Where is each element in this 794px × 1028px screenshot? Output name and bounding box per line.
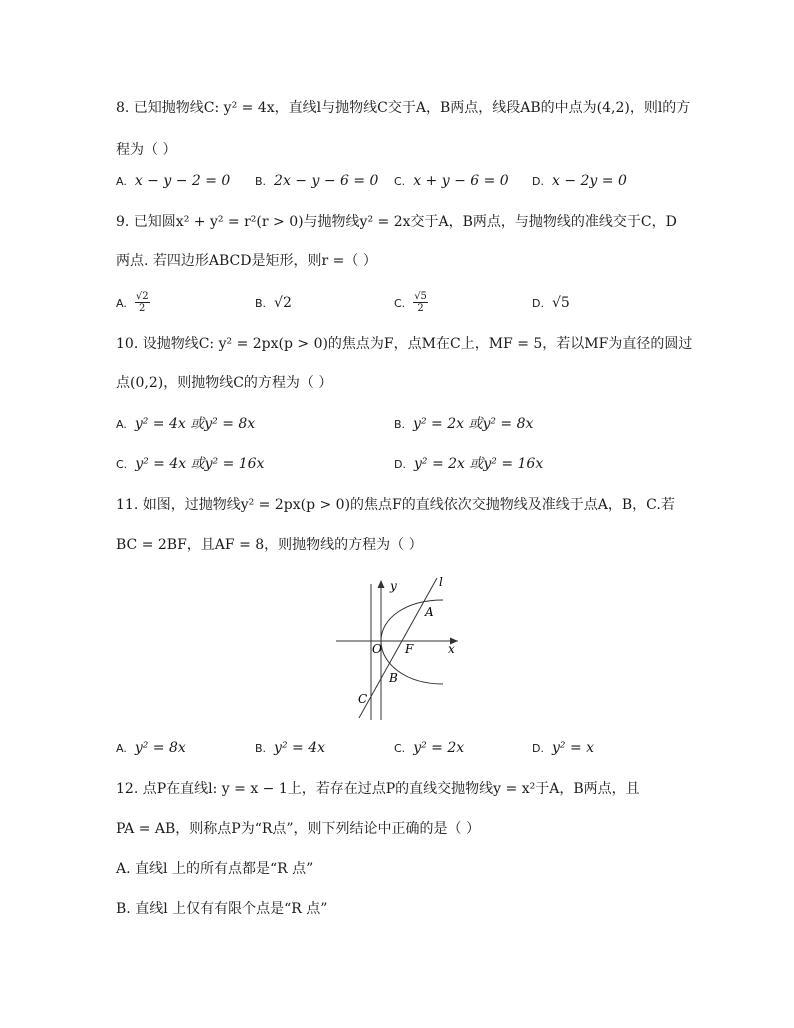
q9-stem-line2: 两点. 若四边形ABCD是矩形，则r =（ ） [116, 253, 377, 269]
option-text: y² = 4x 或y² = 16x [135, 456, 265, 472]
q8-stem-line2: 程为（ ） [116, 142, 177, 158]
q12-option-b[interactable]: B. 直线l 上仅有有限个点是“R 点” [116, 901, 328, 917]
option-label: A. [116, 175, 127, 188]
label-B: B [389, 671, 398, 685]
option-text: x − y − 2 = 0 [134, 173, 231, 189]
q12-stem-line1: 12. 点P在直线l: y = x − 1上，若存在过点P的直线交抛物线y = x²于A，B两点，且 [116, 781, 640, 797]
option-text: x − 2y = 0 [551, 173, 627, 189]
q9-option-a[interactable] [116, 291, 150, 314]
q11-option-c[interactable] [394, 738, 464, 759]
q8-stem-line1: 8. 已知抛物线C: y² = 4x，直线l与抛物线C交于A，B两点，线段AB的中点为(4,2)，则l的方 [116, 100, 691, 116]
q12-option-a[interactable]: A. 直线l 上的所有点都是“R 点” [116, 861, 314, 877]
option-text: y² = 8x [134, 740, 186, 756]
option-text: y² = 4x [274, 740, 326, 756]
q11-stem-line2: BC = 2BF，且AF = 8，则抛物线的方程为（ ） [116, 537, 423, 553]
option-label: C. [116, 458, 128, 471]
option-text: √5 [551, 295, 570, 311]
label-A: A [425, 605, 434, 619]
label-y: y [390, 579, 397, 593]
label-C: C [358, 692, 368, 706]
option-text: √2 [274, 295, 292, 311]
fraction-numerator: √5 [414, 291, 427, 302]
q10-option-d[interactable] [394, 454, 543, 475]
q10-stem-line2: 点(0,2)，则抛物线C的方程为（ ） [116, 375, 333, 391]
fraction [413, 291, 428, 314]
q10-option-a[interactable] [116, 414, 255, 435]
q10-option-c[interactable] [116, 454, 264, 475]
option-label: A. [116, 296, 127, 310]
fraction [135, 291, 150, 314]
q11-option-a[interactable] [116, 738, 186, 759]
q11-option-b[interactable] [255, 738, 325, 759]
option-label: A. [116, 742, 127, 755]
q11-stem-line1: 11. 如图，过抛物线y² = 2px(p > 0)的焦点F的直线依次交抛物线及准线于点A，B，C.若 [116, 497, 675, 513]
option-label: C. [394, 175, 406, 188]
option-label: D. [532, 297, 544, 310]
q10-stem-line1: 10. 设抛物线C: y² = 2px(p > 0)的焦点为F，点M在C上，MF = 5，若以MF为直径的圆过 [116, 336, 693, 352]
label-O: O [372, 642, 382, 656]
option-text: 2x − y − 6 = 0 [274, 173, 379, 189]
option-label: D. [394, 458, 406, 471]
option-text: x + y − 6 = 0 [413, 173, 509, 189]
fraction-denominator: 2 [417, 303, 424, 314]
option-label: B. [255, 297, 267, 310]
option-label: D. [532, 742, 544, 755]
q8-option-c[interactable] [394, 171, 509, 192]
label-x: x [448, 642, 455, 656]
option-label: B. [255, 175, 267, 188]
fraction-numerator: √2 [135, 291, 149, 302]
option-label: B. [394, 418, 406, 431]
option-label: A. [116, 418, 127, 431]
label-F: F [405, 642, 414, 656]
option-text: y² = 4x 或y² = 8x [134, 416, 256, 432]
q8-option-b[interactable] [255, 171, 378, 192]
option-label: C. [394, 742, 406, 755]
option-label: B. [255, 742, 267, 755]
q9-option-d[interactable] [532, 293, 570, 314]
q8-option-a[interactable] [116, 171, 230, 192]
y-axis-arrow [378, 580, 385, 588]
option-label: C. [394, 296, 406, 310]
q12-stem-line2: PA = AB，则称点P为“R点”，则下列结论中正确的是（ ） [116, 821, 480, 837]
parabola-figure [336, 576, 466, 726]
q10-option-b[interactable] [394, 414, 533, 435]
label-l: l [439, 576, 443, 589]
fraction-denominator: 2 [139, 303, 146, 314]
q9-option-b[interactable] [255, 293, 292, 314]
option-label: D. [532, 175, 544, 188]
option-text: y² = 2x [413, 740, 465, 756]
q8-option-d[interactable] [532, 171, 627, 192]
q9-stem-line1: 9. 已知圆x² + y² = r²(r > 0)与抛物线y² = 2x交于A，B两点，与抛物线的准线交于C，D [116, 214, 677, 230]
option-text: y² = x [551, 740, 595, 756]
q9-option-c[interactable] [394, 291, 428, 314]
q11-option-d[interactable] [532, 738, 594, 759]
option-text: y² = 2x 或y² = 8x [413, 416, 534, 432]
option-text: y² = 2x 或y² = 16x [413, 456, 544, 472]
